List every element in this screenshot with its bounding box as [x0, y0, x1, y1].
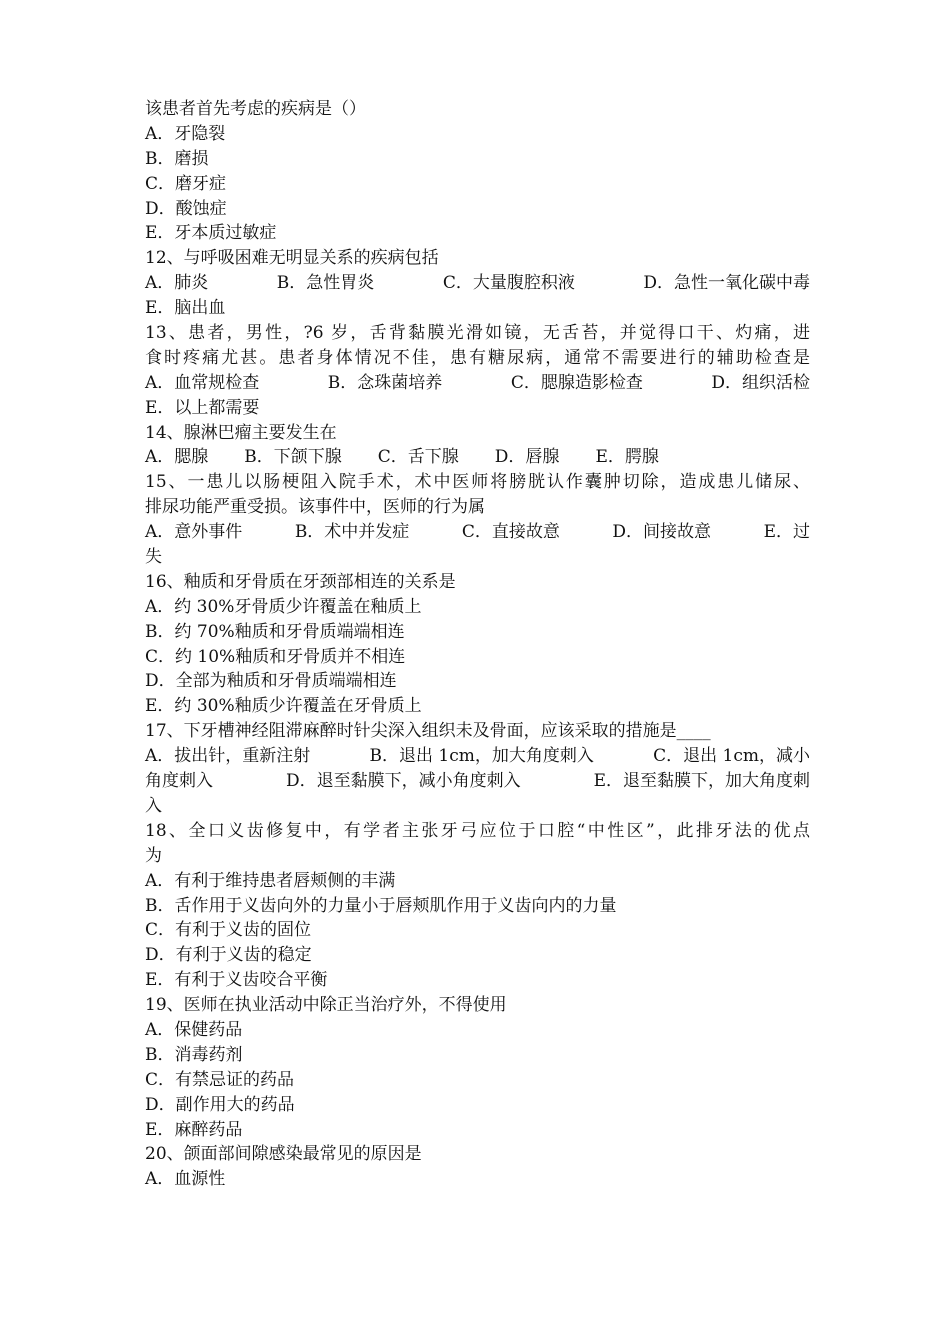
option-d: D．退至黏膜下，减小角度刺入	[285, 771, 521, 792]
option-c: C．直接故意	[461, 522, 560, 543]
option-e: E．约 30%釉质少许覆盖在牙骨质上	[145, 696, 422, 717]
option-a: A．肺炎	[145, 273, 209, 294]
question-20: 20、颌面部间隙感染最常见的原因是	[145, 1144, 422, 1165]
option-a: A．血常规检查	[145, 372, 260, 393]
option-e: E．以上都需要	[145, 397, 260, 418]
option-a: A．牙隐裂	[145, 123, 226, 144]
option-b: B．磨损	[145, 148, 209, 169]
option-a: A．保健药品	[145, 1019, 243, 1040]
option-a: A．血源性	[145, 1169, 226, 1190]
option-c: C．大量腹腔积液	[442, 273, 575, 294]
option-c: C．有利于义齿的固位	[145, 920, 312, 941]
option-d: D．酸蚀症	[145, 198, 227, 219]
question-12: 12、与呼吸困难无明显关系的疾病包括	[145, 248, 439, 269]
question-15-options	[145, 520, 810, 545]
option-e-continued: 入	[145, 795, 162, 816]
document-body	[145, 97, 810, 1192]
option-c-continued: 角度刺入	[145, 771, 213, 792]
option-b: B．急性胃炎	[276, 273, 375, 294]
option-d: D．有利于义齿的稳定	[145, 945, 312, 966]
question-13-line-1: 13、患者，男性，?6 岁，舌背黏膜光滑如镜，无舌苔，并觉得口干、灼痛，进	[145, 323, 810, 344]
question-15-line-1: 15、一患儿以肠梗阻入院手术，术中医师将膀胱认作囊肿切除，造成患儿储尿、	[145, 472, 810, 493]
question-13-line-2: 食时疼痛尤甚。患者身体情况不佳，患有糖尿病，通常不需要进行的辅助检查是	[145, 347, 810, 368]
question-16: 16、釉质和牙骨质在牙颈部相连的关系是	[145, 571, 456, 592]
option-e: E．脑出血	[145, 298, 226, 319]
option-c: C．约 10%釉质和牙骨质并不相连	[145, 646, 406, 667]
option-e: E．牙本质过敏症	[145, 223, 277, 244]
option-c: C．舌下腺	[377, 447, 459, 468]
option-c: C．退出 1cm，减小	[653, 746, 810, 767]
option-b: B．退出 1cm，加大角度刺入	[369, 746, 594, 767]
option-b: B．术中并发症	[294, 522, 410, 543]
option-b: B．消毒药剂	[145, 1044, 243, 1065]
option-d: D．间接故意	[612, 522, 712, 543]
option-c: C．有禁忌证的药品	[145, 1069, 295, 1090]
option-e: E．退至黏膜下，加大角度刺	[593, 771, 810, 792]
option-b: B．念珠菌培养	[327, 372, 443, 393]
question-17-options-line-1	[145, 744, 810, 769]
question-18-line-2: 为	[145, 845, 162, 866]
option-a: A．腮腺	[145, 447, 209, 468]
option-a: A．约 30%牙骨质少许覆盖在釉质上	[145, 596, 422, 617]
question-17-options-line-2	[145, 769, 810, 794]
option-d: D．唇腺	[494, 447, 560, 468]
question-14: 14、腺淋巴瘤主要发生在	[145, 422, 337, 443]
option-e: E．过	[763, 522, 810, 543]
option-c: C．腮腺造影检查	[510, 372, 643, 393]
option-b: B．下颌下腺	[244, 447, 342, 468]
option-d: D．急性一氧化碳中毒	[643, 273, 810, 294]
option-c: C．磨牙症	[145, 173, 227, 194]
option-e: E．麻醉药品	[145, 1119, 243, 1140]
option-a: A．有利于维持患者唇颊侧的丰满	[145, 870, 396, 891]
option-e: E．腭腺	[595, 447, 659, 468]
question-15-line-2: 排尿功能严重受损。该事件中，医师的行为属	[145, 497, 485, 518]
question-17: 17、下牙槽神经阻滞麻醉时针尖深入组织未及骨面，应该采取的措施是____	[145, 721, 711, 742]
option-d: D．全部为釉质和牙骨质端端相连	[145, 671, 397, 692]
question-stem: 该患者首先考虑的疾病是（）	[145, 99, 366, 119]
option-e: E．有利于义齿咬合平衡	[145, 970, 328, 991]
question-12-options	[145, 271, 810, 296]
option-d: D．组织活检	[711, 372, 810, 393]
question-19: 19、医师在执业活动中除正当治疗外，不得使用	[145, 995, 507, 1016]
option-e-continued: 失	[145, 547, 162, 568]
question-14-options	[145, 445, 810, 470]
question-13-options	[145, 371, 810, 396]
option-d: D．副作用大的药品	[145, 1094, 295, 1115]
option-b: B．约 70%釉质和牙骨质端端相连	[145, 621, 405, 642]
option-a: A．拔出针，重新注射	[145, 746, 311, 767]
option-b: B．舌作用于义齿向外的力量小于唇颊肌作用于义齿向内的力量	[145, 895, 617, 916]
option-a: A．意外事件	[145, 522, 243, 543]
question-18-line-1: 18、全口义齿修复中，有学者主张牙弓应位于口腔“中性区”，此排牙法的优点	[145, 820, 810, 841]
